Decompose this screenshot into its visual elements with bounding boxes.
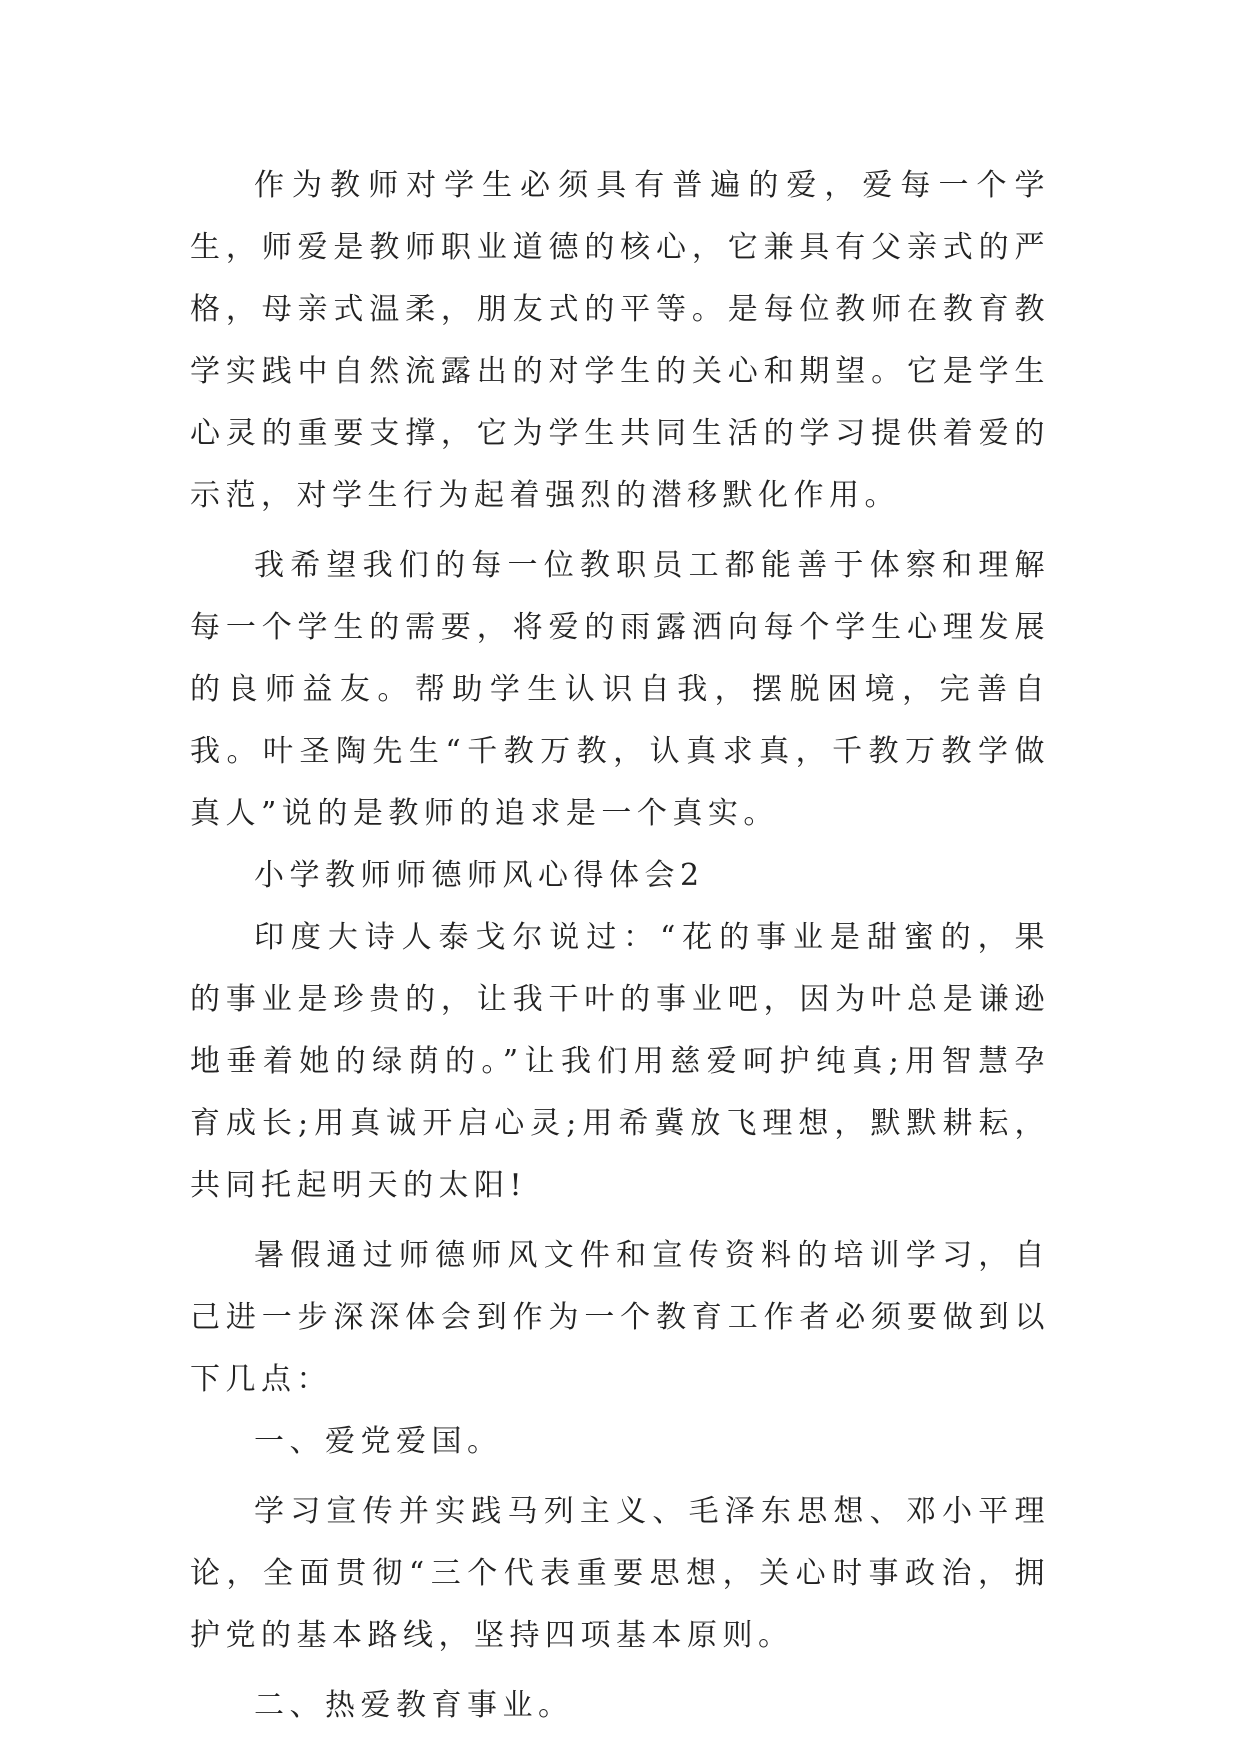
paragraph-summer-study: 暑假通过师德师风文件和宣传资料的培训学习，自己进一步深深体会到作为一个教育工作者必须要做到以下几点：	[190, 1238, 1050, 1397]
list-item-love-party: 一、爱党爱国。	[254, 1424, 503, 1459]
paragraph-staff-hope: 我希望我们的每一位教职员工都能善于体察和理解每一个学生的需要，将爱的雨露洒向每个学生心理发展的良师益友。帮助学生认识自我，摆脱困境，完善自我。叶圣陶先生“千教万教，认真求真，千教万教学做真人”说的是教师的追求是一个真实。	[190, 548, 1050, 831]
section-heading: 小学教师师德师风心得体会2	[254, 858, 705, 893]
list-item-love-education: 二、热爱教育事业。	[254, 1688, 574, 1723]
paragraph-tagore-quote: 印度大诗人泰戈尔说过：“花的事业是甜蜜的，果的事业是珍贵的，让我干叶的事业吧，因为叶总是谦逊地垂着她的绿荫的。”让我们用慈爱呵护纯真;用智慧孕育成长;用真诚开启心灵;用希冀放飞理想，默默耕耘，共同托起明天的太阳!	[190, 920, 1050, 1203]
paragraph-study-theory: 学习宣传并实践马列主义、毛泽东思想、邓小平理论，全面贯彻“三个代表重要思想，关心时事政治，拥护党的基本路线，坚持四项基本原则。	[190, 1494, 1050, 1653]
paragraph-teacher-love: 作为教师对学生必须具有普遍的爱，爱每一个学生，师爱是教师职业道德的核心，它兼具有父亲式的严格，母亲式温柔，朋友式的平等。是每位教师在教育教学实践中自然流露出的对学生的关心和期望。它是学生心灵的重要支撑，它为学生共同生活的学习提供着爱的示范，对学生行为起着强烈的潜移默化作用。	[190, 168, 1050, 513]
document-body	[190, 155, 1050, 1737]
